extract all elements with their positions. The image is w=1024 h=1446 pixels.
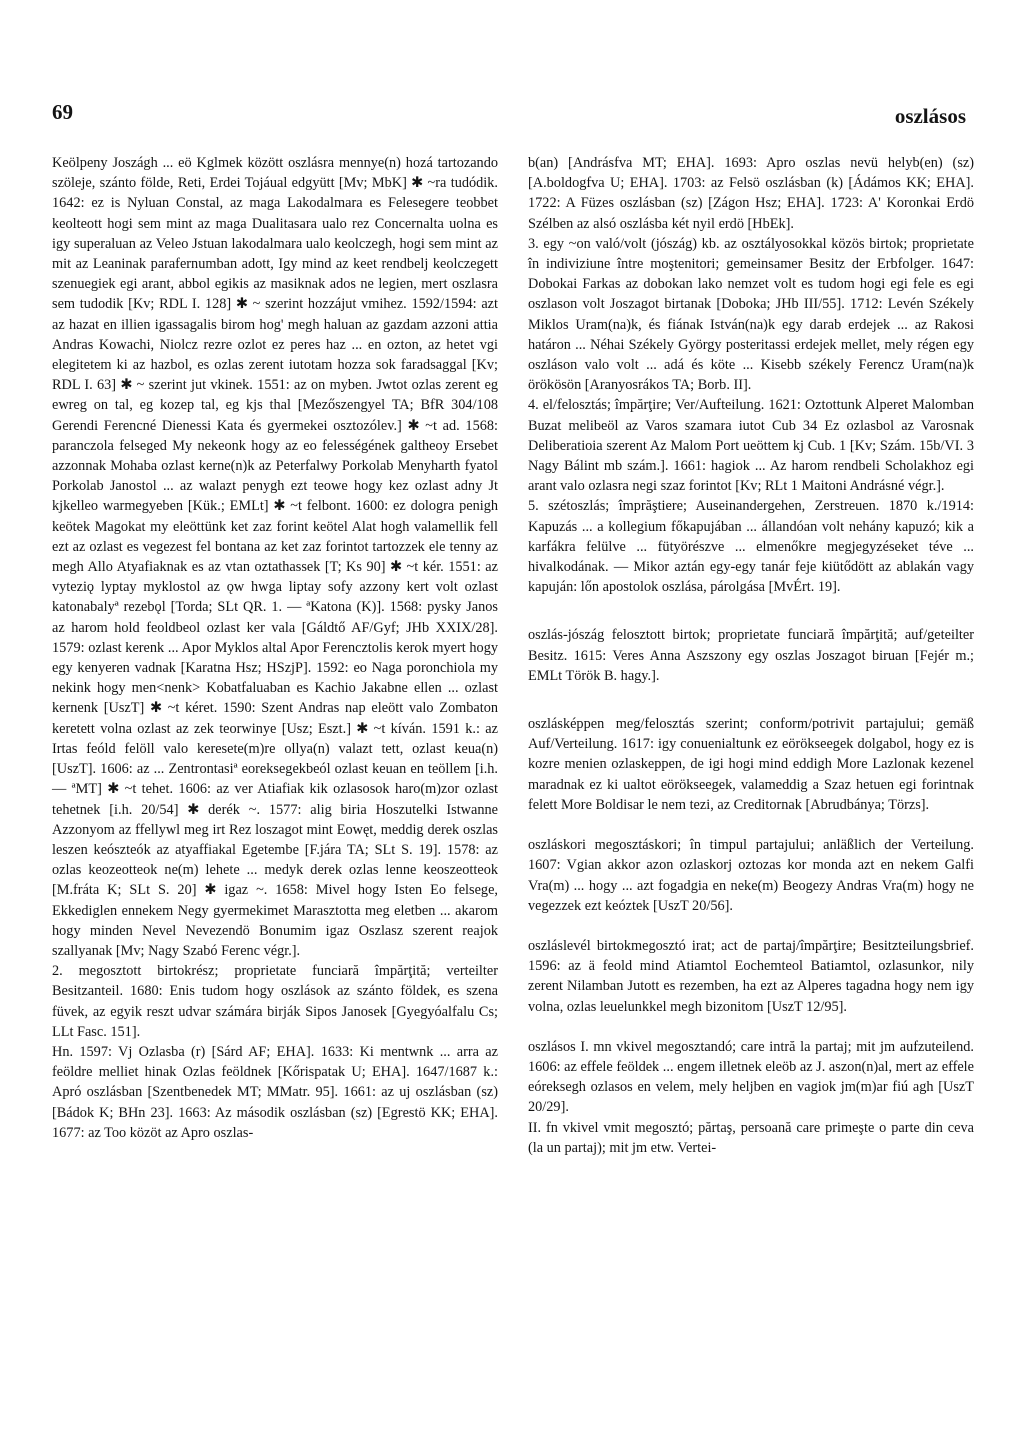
right-column [528,153,974,1158]
entry-oszlasos-2: II. fn vkivel vmit megosztó; părtaş, persoană care primeşte o parte din ceva (la un partaj); mit jm etw. Vertei- [528,1119,974,1156]
entry-oszlas-sense-4: 4. el/felosztás; împărţire; Ver/Aufteilung. 1621: Oztottunk Alperet Malomban Buzat melibeöl az Varos szamara iutot Cub 34 Ez ozlasbol az Varosnak Deliberatioia szerent Az Malom Port ueöttem kj Cub. 1 [Kv; Szám. 15b/VI. 3 Nagy Bálint mb szám.]. 1661: hagiok ... Az harom rendbeli Scholakhoz egi arant valo ozlasra negi szaz forintot [Kv; RLt 1 Maitoni Andrásné végr.]. [528,397,974,495]
entry-oszlaslevel: oszláslevél birtokmegosztó irat; act de partaj/împărţire; Besitzteilungsbrief. 1596: az ä feold mind Atiamtol Eochemteol Batiamtol, ozlasunkor, nily zerent Nilamban Jutott es rezemben, ha ezt az Alperes tagadna hogy nem igy volna, ozlas leuelunkkel megh bizonitom [UszT 12/95]. [528,937,974,1015]
entry-oszlasos-1: oszlásos I. mn vkivel megosztandó; care intră la partaj; mit jm aufzuteilend. 1606: az effele feöldek ... engem illetnek eleöb az J. aszon(n)al, mert az effele eóreksegh ozlasos en velem, mely heljben en vagiok jm(m)ar fiú agh [UszT 20/29]. [528,1038,974,1116]
entry-oszlas-sense-1-continued: Keölpeny Joszágh ... eö Kglmek között oszlásra mennye(n) hozá tartozando szöleje, szánto földe, Reti, Erdei Tojáual edgyütt [Mv; MbK] ✱ ~ra tudódik. 1642: ez is Nyluan Constal, az maga Lakodalmara es Felesegere teobbet keolteott hogi sem mint az maga Dualitasara ualo rez Concernalta uolna es igy superaluan az Veleo Jstuan lakodalmara ualo keolczegh, hogi sem mint az mit az Leaninak parafernumban adott, Igy mind az keet rendbelj keolczegett szenuegiek egi arant, abbol egikis az masiknak ados ne legien, mert oszlasra sem tudodik [Kv; RDL I. 128] ✱ ~ szerint hozzájut vmihez. 1592/1594: azt az hazat en illien igassagalis birom hog' megh haluan az gazdam azzoni attia Andras Kowachi, Niolcz rezre ozlot ez peres haz ... en ozton, az hetet vgi elegitetem ki az hazbol, es ozlas zerent iutotam hozza sok faradsaggal [Kv; RDL I. 63] ✱ ~ szerint jut vkinek. 1551: az on myben. Jwtot ozlas zerent eg ewreg on tal, eg kozep tal, eg kjs thal [Mezőszengyel TA; BfR 304/108 Gerendi Ferencné Dienessi Kata és gyermekei osztozólev.] ✱ ~t ad. 1568: paranczola felseged My nekeonk hogy az eo felességének galtheoy Ersebet azzonnak Mohaba ozlast kerne(n)k az Peterfalwy Porkolab Menyharth fyatol Porkolab Janostol ... az walazt penygh ezt teowe hogy kez ozlast adny Jt kjkelleo warmegyeben [Kük.; EMLt] ✱ ~t felbont. 1600: ez dologra penigh keötek Magokat my eleöttünk ket zaz forint keötel Alat hogh valamellik fell ezt az ozlast es vegezest fel bontana az ket zaz forintot tartozzek ele tenny az megh Allo Atyafiaknak es az vtan oztathassek [T; Ks 90] ✱ ~t kér. 1551: az vyteziǫ lyptay myklostol az ǫw hwga liptay sofy azzony kert volt ozlast katonabalyª rezebǫl [Torda; SLt QR. 1. — ªKatona (K)]. 1568: pysky Janos az harom hold feoldbeol ozlast ker vala [Gáldtő AF/Gyf; JHb XXIX/28]. 1579: ozlast kerenk ... Apor Myklos altal Apor Ferencztolis kerok myert hogy egy kenyeren vadnak [Karatna Hsz; HSzjP]. 1592: eo Naga poronchiola my nekink hogy men<nenk> Kobatfaluaban es Kachio Jakabne ellen ... ozlast kernenk [UszT] ✱ ~t kéret. 1590: Szent Andras nap eleött valo Zombaton keretett volna ozlast az zek teorwinye [Usz; Eszt.] ✱ ~t kíván. 1591 k.: az Irtas feóld felöll valo keresete(m)re ollya(n) valazt tett, ozlast keua(n) [UszT]. 1606: az ... Zentrontasiª eoreksegekbeól ozlast keuan en teöllem [i.h. — ªMT] ✱ ~t tehet. 1606: az ver Atiafiak kik ozlasosok haro(m)zor ozlast tehetnek [i.h. 20/54] ✱ derék ~. 1577: alig biria Hoszutelki Istwanne Azzonyom az ffellywl meg irt Rez loszagot mint Eowęt, meddig derek oszlas leszen keószteók az atyaffiakal Egetembe [F.jára TA; SLt S. 19]. 1578: az ozlas keozeotteok ne(m) lehete ... medyk derek ozlas lenne keoszeotteok [M.fráta K; SLt S. 20] ✱ igaz ~. 1658: Mivel hogy Isten Eo felsege, Ekkediglen ennekem Negy gyermekimet Marasztotta meg eletben ... akarom hogy minden Nevel Nevezendö Bonumim igaz Oszlasz szerent reajok szallyanak [Mv; Nagy Szabó Ferenc végr.]. [52,155,498,959]
left-column [52,153,498,1143]
entry-oszlas-sense-2: 2. megosztott birtokrész; proprietate funciară împărţită; verteilter Besitzanteil. 1680: Enis tudom hogy oszlások az szánto földek, es szena füvek, az egyik reszt udvar számára birják Sipos Janosek [Gyegyóalfalu Cs; LLt Fasc. 151]. [52,963,498,1040]
page-number: 69 [52,100,73,124]
running-head: oszlásos [894,104,966,128]
entry-oszlas-joszag: oszlás-jószág felosztott birtok; proprietate funciară împărţită; auf/geteilter Besitz. 1615: Veres Anna Aszszony egy oszlas Joszagot biruan [Fejér m.; EMLt Török B. hagy.]. [528,627,974,684]
entry-oszlas-placenames-continued: b(an) [Andrásfva MT; EHA]. 1693: Apro oszlas nevü helyb(en) (sz) [A.boldogfva U; EHA]. 1703: az Felsö oszlásban (k) [Ádámos KK; EHA]. 1722: A Füzes oszlásban (sz) [Zágon Hsz; EHA]. 1723: A' Koronkai Erdö Szélben az alsó oszlásba két nyil erdö [HbEk]. [528,155,974,232]
entry-oszlas-sense-3: 3. egy ~on való/volt (jószág) kb. az osztályosokkal közös birtok; proprietate în indiviziune între moştenitori; gemeinsamer Besitz der Erbfolger. 1647: Dobokai Farkas az dobokan lako nemzet volt es tudom hogi egi fele es egi oszlason volt Joszagot birtanak [Doboka; JHb III/55]. 1712: Levén Székely Miklos Uram(na)k, és fiának István(na)k egy darab erdejek ... az Rakosi határon ... Néhai Székely György posteritassi erdejek mellet, mely régen egy oszláson valo volt ... adá és köte ... Kisebb székely Ferencz Uram(na)k örökösön [Aranyosrákos TA; Borb. II]. [528,235,974,394]
entry-oszlas-placenames: Hn. 1597: Vj Ozlasba (r) [Sárd AF; EHA]. 1633: Ki mentwnk ... arra az feöldre melliet hinak Ozlas feöldnek [Kőrispatak U; EHA]. 1647/1687 k.: Apró oszlásban [Szentbenedek MT; MMatr. 95]. 1661: az uj oszlásban (sz) [Bádok K; BHn 23]. 1663: Az második oszlásban (sz) [Egrestö KK; EHA]. 1677: az Too közöt az Apro oszlas- [52,1043,498,1141]
entry-oszlaskori: oszláskori megosztáskori; în timpul partajului; anläßlich der Verteilung. 1607: Vgian akkor azon ozlaskorj oztozas kor monda azt en nekem Galfi Vra(m) ... hogy ... azt fogadgia en neke(m) Beogezy Andras Vra(m) hogy ne vegezzek ezt keóztek [UszT 20/56]. [528,837,974,914]
entry-oszlaskeppen: oszlásképpen meg/felosztás szerint; conform/potrivit partajului; gemäß Auf/Verteilung. 1617: igy conuenialtunk ez eörökseegek dolgabol, hogy ez is kozre menien ozlaskeppen, de igi hogi mind eddigh More Lazlonak kezenel maradnak ez ki ualtot eörökseegek, valameddig a Szaz hetuen egi forintnak felett More Boldisar le nem tezi, az Creditornak [Abrudbánya; Törzs]. [528,716,974,813]
entry-oszlas-sense-5: 5. szétoszlás; împrăştiere; Auseinandergehen, Zerstreuen. 1870 k./1914: Kapuzás ... a kollegium főkapujában ... állandóan volt nehány kapuzó; kik a karfákra felülve ... fütyörészve ... elmenőkre megjegyzéseket téve ... hivalkodának. — Mikor aztán egy-egy tanár feje kiütődött az ablakán vagy kapuján: lőn apostolok oszlása, párolgása [MvÉrt. 19]. [528,498,974,596]
